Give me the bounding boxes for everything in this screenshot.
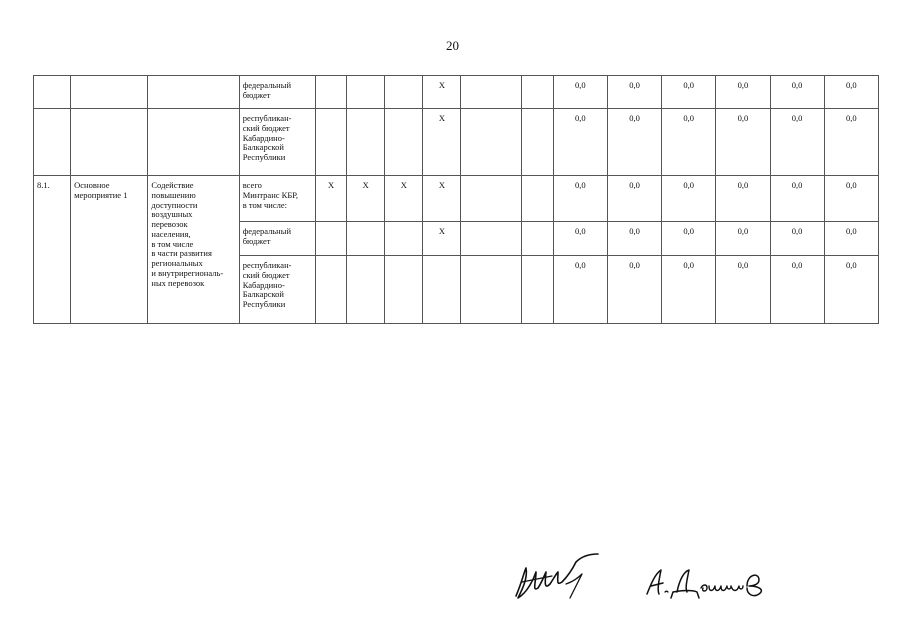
description-cell: [148, 76, 239, 109]
value-cell: 0,0: [662, 109, 716, 176]
signature-2: [643, 566, 773, 600]
funding-source-cell: республикан- ский бюджет Кабардино- Балкарской Республики: [239, 256, 315, 324]
funding-source-cell: всего Минтранс КБР, в том числе:: [239, 176, 315, 222]
marker-cell: [347, 222, 385, 256]
empty-cell: [521, 176, 553, 222]
empty-cell: [461, 76, 521, 109]
marker-cell: X: [315, 176, 346, 222]
marker-cell: X: [423, 109, 461, 176]
empty-cell: [521, 222, 553, 256]
value-cell: 0,0: [716, 222, 770, 256]
empty-cell: [521, 109, 553, 176]
row-number-cell: [34, 109, 71, 176]
marker-cell: [347, 256, 385, 324]
empty-cell: [461, 176, 521, 222]
value-cell: 0,0: [770, 176, 824, 222]
budget-table: [33, 75, 879, 324]
value-cell: 0,0: [716, 76, 770, 109]
marker-cell: [315, 256, 346, 324]
value-cell: 0,0: [553, 76, 607, 109]
value-cell: 0,0: [553, 222, 607, 256]
empty-cell: [521, 256, 553, 324]
value-cell: 0,0: [607, 176, 661, 222]
description-cell: [148, 109, 239, 176]
table-row: [34, 109, 879, 176]
empty-cell: [461, 109, 521, 176]
marker-cell: [385, 76, 423, 109]
empty-cell: [461, 256, 521, 324]
marker-cell: [315, 222, 346, 256]
value-cell: 0,0: [662, 176, 716, 222]
value-cell: 0,0: [553, 109, 607, 176]
event-cell: [71, 109, 148, 176]
value-cell: 0,0: [824, 76, 878, 109]
marker-cell: [315, 76, 346, 109]
marker-cell: [347, 109, 385, 176]
value-cell: 0,0: [553, 176, 607, 222]
event-cell: [71, 76, 148, 109]
marker-cell: X: [423, 222, 461, 256]
marker-cell: X: [423, 176, 461, 222]
row-number-cell: [34, 76, 71, 109]
value-cell: 0,0: [824, 222, 878, 256]
value-cell: 0,0: [662, 222, 716, 256]
page-number: 20: [446, 38, 459, 53]
value-cell: 0,0: [824, 176, 878, 222]
funding-source-cell: федеральный бюджет: [239, 222, 315, 256]
empty-cell: [521, 76, 553, 109]
signature-1: [512, 552, 604, 602]
row-number-cell: 8.1.: [34, 176, 71, 324]
funding-source-cell: республикан- ский бюджет Кабардино- Балкарской Республики: [239, 109, 315, 176]
value-cell: 0,0: [716, 109, 770, 176]
value-cell: 0,0: [553, 256, 607, 324]
empty-cell: [461, 222, 521, 256]
marker-cell: [347, 76, 385, 109]
marker-cell: [385, 256, 423, 324]
marker-cell: [423, 256, 461, 324]
funding-source-cell: федеральный бюджет: [239, 76, 315, 109]
value-cell: 0,0: [716, 256, 770, 324]
value-cell: 0,0: [607, 109, 661, 176]
value-cell: 0,0: [607, 256, 661, 324]
value-cell: 0,0: [770, 109, 824, 176]
table-row: [34, 76, 879, 109]
table-row: [34, 176, 879, 222]
value-cell: 0,0: [607, 222, 661, 256]
description-cell: Содействие повышению доступности воздушных перевозок населения, в том числе в части развития региональных и внутрирегиональ- ных перевозок: [148, 176, 239, 324]
value-cell: 0,0: [770, 256, 824, 324]
value-cell: 0,0: [662, 256, 716, 324]
value-cell: 0,0: [716, 176, 770, 222]
marker-cell: X: [347, 176, 385, 222]
value-cell: 0,0: [824, 109, 878, 176]
marker-cell: X: [423, 76, 461, 109]
marker-cell: [385, 222, 423, 256]
marker-cell: X: [385, 176, 423, 222]
value-cell: 0,0: [824, 256, 878, 324]
value-cell: 0,0: [770, 222, 824, 256]
value-cell: 0,0: [607, 76, 661, 109]
value-cell: 0,0: [662, 76, 716, 109]
event-cell: Основное мероприятие 1: [71, 176, 148, 324]
marker-cell: [385, 109, 423, 176]
value-cell: 0,0: [770, 76, 824, 109]
marker-cell: [315, 109, 346, 176]
